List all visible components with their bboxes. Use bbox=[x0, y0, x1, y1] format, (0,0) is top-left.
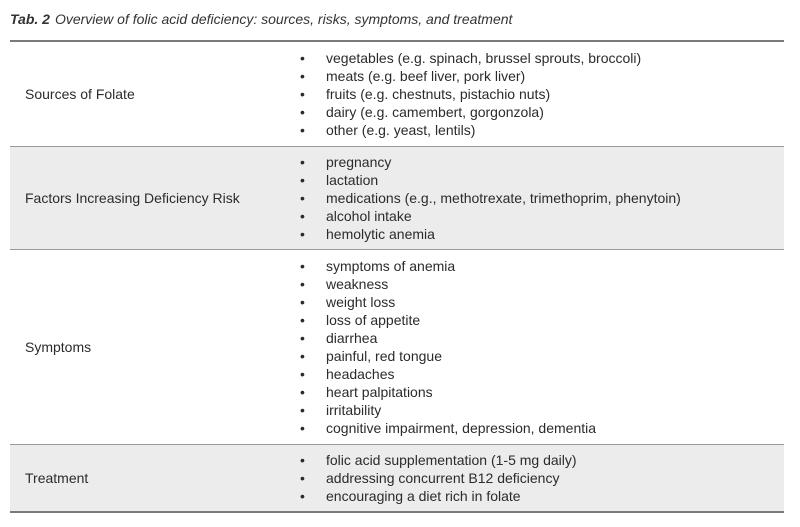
folic-acid-table bbox=[10, 40, 784, 513]
list-item: • folic acid supplementation (1-5 mg daily) bbox=[286, 451, 784, 469]
row-item-list bbox=[286, 148, 784, 248]
list-item: • other (e.g. yeast, lentils) bbox=[286, 121, 784, 139]
list-item: • irritability bbox=[286, 401, 784, 419]
row-item-list bbox=[286, 44, 784, 144]
row-heading: Treatment bbox=[25, 470, 89, 486]
list-item: • headaches bbox=[286, 365, 784, 383]
row-item-list bbox=[286, 252, 784, 442]
list-item: • lactation bbox=[286, 171, 784, 189]
list-item: • diarrhea bbox=[286, 329, 784, 347]
list-item: • meats (e.g. beef liver, pork liver) bbox=[286, 67, 784, 85]
table-row-treatment bbox=[10, 444, 784, 511]
list-item: • addressing concurrent B12 deficiency bbox=[286, 469, 784, 487]
list-item: • loss of appetite bbox=[286, 311, 784, 329]
row-heading: Symptoms bbox=[25, 339, 92, 355]
list-item: • dairy (e.g. camembert, gorgonzola) bbox=[286, 103, 784, 121]
list-item: • painful, red tongue bbox=[286, 347, 784, 365]
table-row-symptoms bbox=[10, 249, 784, 444]
list-item: • weight loss bbox=[286, 293, 784, 311]
list-item: • heart palpitations bbox=[286, 383, 784, 401]
row-heading: Sources of Folate bbox=[25, 86, 135, 102]
list-item: • fruits (e.g. chestnuts, pistachio nuts) bbox=[286, 85, 784, 103]
list-item: • weakness bbox=[286, 275, 784, 293]
row-item-list bbox=[286, 446, 784, 510]
list-item: • pregnancy bbox=[286, 153, 784, 171]
list-item: • hemolytic anemia bbox=[286, 225, 784, 243]
list-item: • encouraging a diet rich in folate bbox=[286, 487, 784, 505]
list-item: • symptoms of anemia bbox=[286, 257, 784, 275]
table-label: Tab. 2 bbox=[10, 11, 50, 27]
list-item: • alcohol intake bbox=[286, 207, 784, 225]
row-heading: Factors Increasing Deficiency Risk bbox=[25, 190, 240, 206]
list-item: • vegetables (e.g. spinach, brussel sprouts, broccoli) bbox=[286, 49, 784, 67]
list-item: • cognitive impairment, depression, dementia bbox=[286, 419, 784, 437]
table-row-sources bbox=[10, 42, 784, 146]
table-row-risk-factors bbox=[10, 146, 784, 249]
list-item: • medications (e.g., methotrexate, trimethoprim, phenytoin) bbox=[286, 189, 784, 207]
table-caption bbox=[10, 11, 512, 27]
table-title: Overview of folic acid deficiency: sources, risks, symptoms, and treatment bbox=[54, 11, 513, 27]
